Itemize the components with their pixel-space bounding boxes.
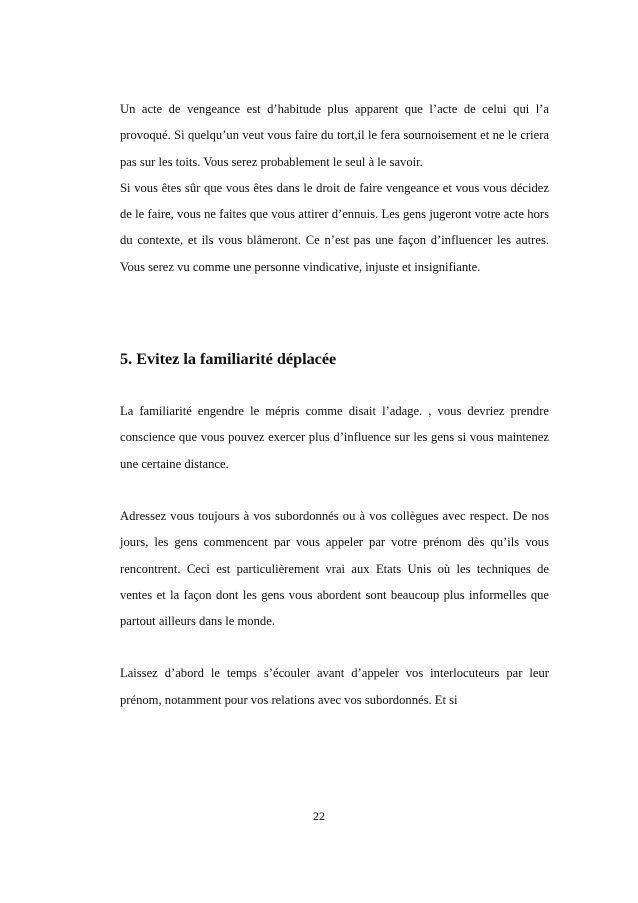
paragraph-respect: Adressez vous toujours à vos subordonnés ou à vos collègues avec respect. De nos jours, les gens commencent par vous appeler par votre prénom dès qu’ils vous rencontrent. Ceci est particulièrement vrai aux Etats Unis où les techniques de ventes et la façon dont les gens vous abordent sont beaucoup plus informelles que partout ailleurs dans le monde. (120, 508, 549, 629)
page-content (120, 96, 549, 713)
paragraph-first-names: Laissez d’abord le temps s’écouler avant d’appeler vos interlocuteurs par leur prénom, notamment pour vos relations avec vos subordonnés. Et si (120, 666, 549, 707)
paragraph-vengeance-intro: Un acte de vengeance est d’habitude plus apparent que l’acte de celui qui l’a provoqué. Si quelqu’un veut vous faire du tort,il le fera sournoisement et ne le criera pas sur les toits. Vous serez probablement le seul à le savoir. (120, 102, 549, 169)
page-number: 22 (313, 809, 325, 823)
paragraph-spacer (120, 634, 549, 660)
section-heading: 5. Evitez la familiarité déplacée (120, 350, 337, 369)
section-spacer (120, 280, 549, 346)
heading-spacer (120, 372, 549, 398)
paragraph-spacer (120, 477, 549, 503)
paragraph-familiarity: La familiarité engendre le mépris comme disait l’adage. , vous devriez prendre conscience que vous pouvez exercer plus d’influence sur les gens si vous maintenez une certaine distance. (120, 404, 549, 471)
paragraph-vengeance-consequences: Si vous êtes sûr que vous êtes dans le droit de faire vengeance et vous vous décidez de le faire, vous ne faites que vous attirer d’ennuis. Les gens jugeront votre acte hors du contexte, et ils vous blâmeront. Ce n’est pas une façon d’influencer les autres. Vous serez vu comme une personne vindicative, injuste et insignifiante. (120, 180, 549, 274)
